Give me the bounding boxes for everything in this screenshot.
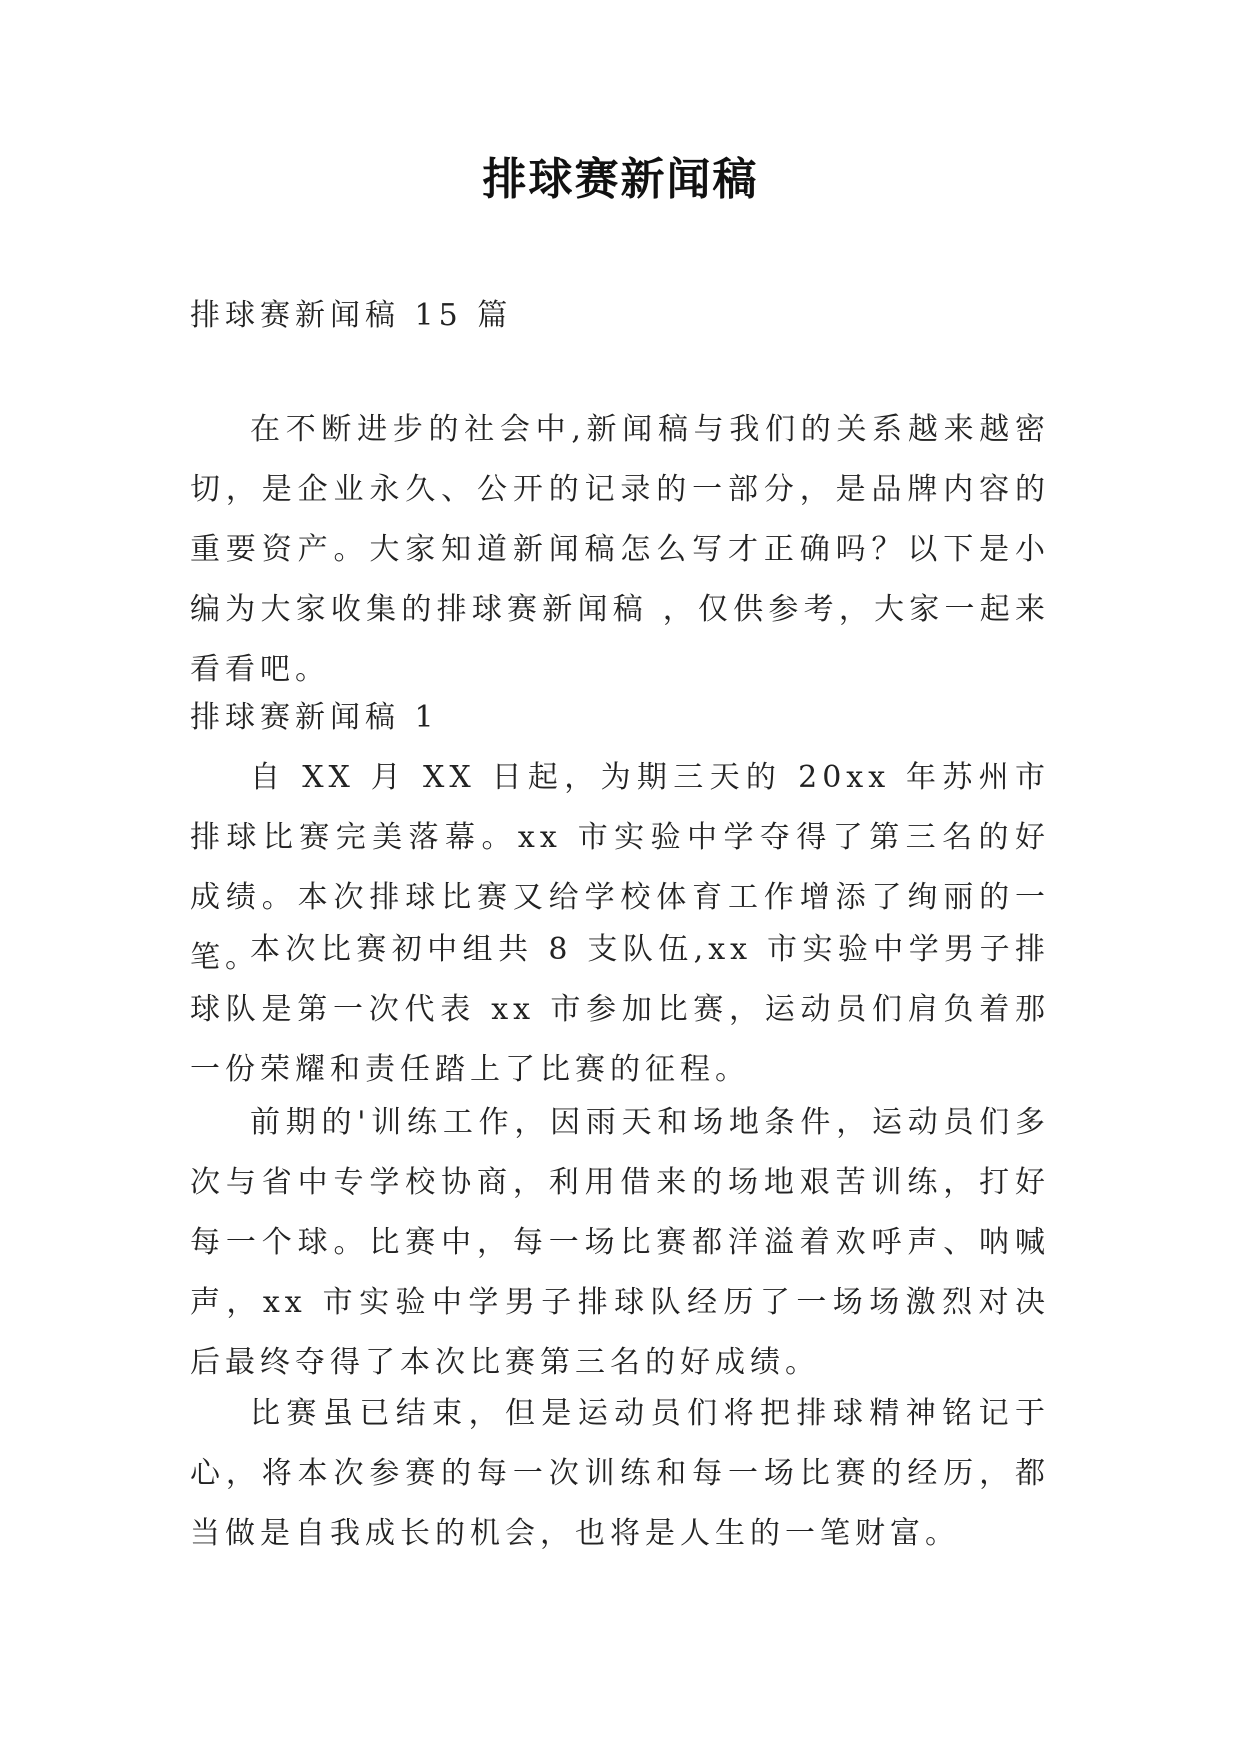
- section-paragraph: 自 XX 月 XX 日起，为期三天的 20xx 年苏州市排球比赛完美落幕。xx 市实验中学夺得了第三名的好成绩。本次排球比赛又给学校体育工作增添了绚丽的一笔。: [190, 760, 1050, 975]
- section-heading: 排球赛新闻稿 1: [190, 700, 439, 735]
- section-paragraph: 本次比赛初中组共 8 支队伍,xx 市实验中学男子排球队是第一次代表 xx 市参加比赛，运动员们肩负着那一份荣耀和责任踏上了比赛的征程。: [190, 932, 1050, 1087]
- intro-paragraph: 在不断进步的社会中,新闻稿与我们的关系越来越密切，是企业永久、公开的记录的一部分，是品牌内容的重要资产。大家知道新闻稿怎么写才正确吗？以下是小编为大家收集的排球赛新闻稿 ，仅供参考，大家一起来看看吧。: [190, 412, 1050, 687]
- page-title: 排球赛新闻稿: [482, 154, 759, 205]
- document-subtitle: 排球赛新闻稿 15 篇: [190, 298, 513, 333]
- section-paragraph: 比赛虽已结束，但是运动员们将把排球精神铭记于心，将本次参赛的每一次训练和每一场比赛的经历，都当做是自我成长的机会，也将是人生的一笔财富。: [190, 1396, 1050, 1551]
- section-paragraph: 前期的'训练工作，因雨天和场地条件，运动员们多次与省中专学校协商，利用借来的场地艰苦训练，打好每一个球。比赛中，每一场比赛都洋溢着欢呼声、呐喊声，xx 市实验中学男子排球队经历了一场场激烈对决后最终夺得了本次比赛第三名的好成绩。: [190, 1105, 1050, 1380]
